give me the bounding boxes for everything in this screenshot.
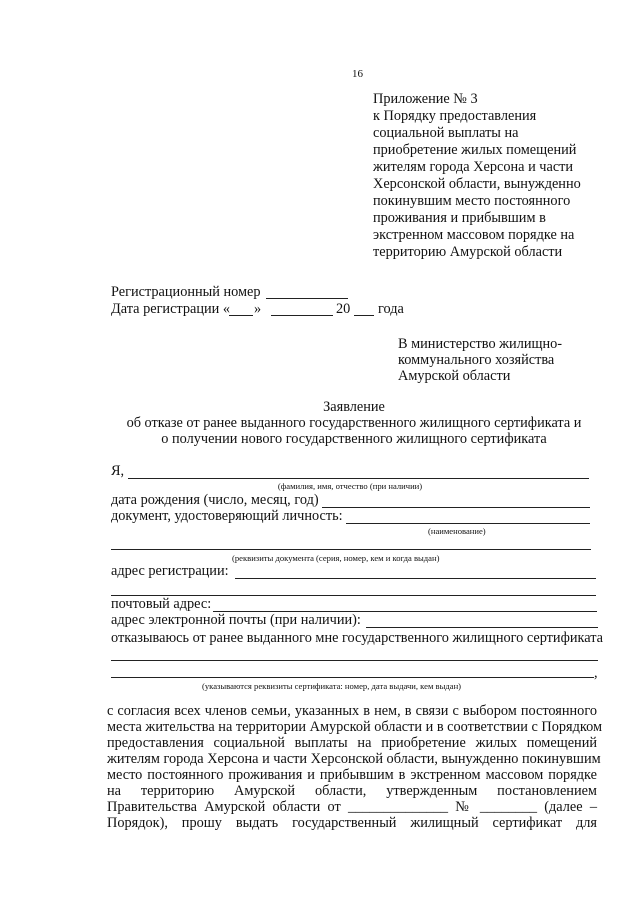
page-number: 16	[352, 68, 363, 80]
registration-month-field[interactable]	[271, 315, 333, 316]
registration-number-field[interactable]	[266, 298, 348, 299]
appendix-line: Херсонской области, вынужденно	[373, 176, 581, 192]
postal-address-label: почтовый адрес:	[111, 596, 212, 612]
body-line: Правительства Амурской области от ______________ № ________ (далее –	[107, 799, 597, 815]
birth-date-label: дата рождения (число, месяц, год)	[111, 492, 319, 508]
body-line: место постоянного проживания и прибывшим в экстренном массовом порядке	[107, 767, 597, 783]
document-subtitle-line-1: об отказе от ранее выданного государственного жилищного сертификата и	[126, 415, 582, 431]
addressee-line: В министерство жилищно-	[398, 336, 563, 352]
appendix-line: покинувшим место постоянного	[373, 193, 571, 209]
registration-year-prefix: 20	[336, 301, 351, 317]
registration-number-label: Регистрационный номер	[111, 284, 261, 300]
body-line: жителям города Херсона и части Херсонской области, вынужденно покинувшим	[107, 751, 601, 767]
appendix-title: Приложение № 3	[373, 91, 478, 107]
document-label: документ, удостоверяющий личность:	[111, 508, 343, 524]
applicant-fio-field[interactable]	[128, 478, 589, 479]
refuse-text: отказываюсь от ранее выданного мне государственного жилищного сертификата	[111, 630, 603, 646]
body-line: на территорию Амурской области, утвержденным постановлением	[107, 783, 597, 799]
document-name-hint: (наименование)	[428, 526, 486, 536]
registration-year-field[interactable]	[354, 315, 374, 316]
registration-date-quote: »	[254, 301, 262, 317]
addressee-line: коммунального хозяйства	[398, 352, 555, 368]
appendix-line: проживания и прибывшим в	[373, 210, 546, 226]
certificate-details-field[interactable]	[111, 660, 598, 661]
document-details-hint: (реквизиты документа (серия, номер, кем и когда выдан)	[232, 553, 440, 563]
appendix-line: территорию Амурской области	[373, 244, 563, 260]
appendix-line: экстренном массовом порядке на	[373, 227, 575, 243]
appendix-line: к Порядку предоставления	[373, 108, 537, 124]
registration-address-field[interactable]	[235, 578, 596, 579]
email-label: адрес электронной почты (при наличии):	[111, 612, 361, 628]
appendix-line: социальной выплаты на	[373, 125, 519, 141]
document-details-field[interactable]	[111, 549, 591, 550]
registration-date-label: Дата регистрации «	[111, 301, 231, 317]
document-name-field[interactable]	[346, 523, 590, 524]
fio-hint: (фамилия, имя, отчество (при наличии)	[277, 481, 423, 491]
addressee-line: Амурской области	[398, 368, 511, 384]
registration-address-label: адрес регистрации:	[111, 563, 229, 579]
applicant-label: Я,	[111, 463, 125, 479]
certificate-details-field-2[interactable]	[111, 677, 594, 678]
document-subtitle-line-2: о получении нового государственного жилищного сертификата	[161, 431, 547, 447]
document-title: Заявление	[323, 399, 385, 415]
comma: ,	[594, 665, 598, 681]
body-line: с согласия всех членов семьи, указанных в нем, в связи с выбором постоянного	[107, 703, 597, 719]
body-line: Порядок), прошу выдать государственный жилищный сертификат для	[107, 815, 597, 831]
body-line: предоставления социальной выплаты на приобретение жилых помещений	[107, 735, 597, 751]
registration-year-suffix: года	[378, 301, 404, 317]
birth-date-field[interactable]	[322, 507, 590, 508]
certificate-hint: (указываются реквизиты сертификата: номер, дата выдачи, кем выдан)	[202, 681, 462, 691]
appendix-line: жителям города Херсона и части	[373, 159, 574, 175]
email-field[interactable]	[366, 627, 598, 628]
registration-day-field[interactable]	[229, 315, 253, 316]
body-line: места жительства на территории Амурской области и в соответствии с Порядком	[107, 719, 603, 735]
appendix-line: приобретение жилых помещений	[373, 142, 577, 158]
